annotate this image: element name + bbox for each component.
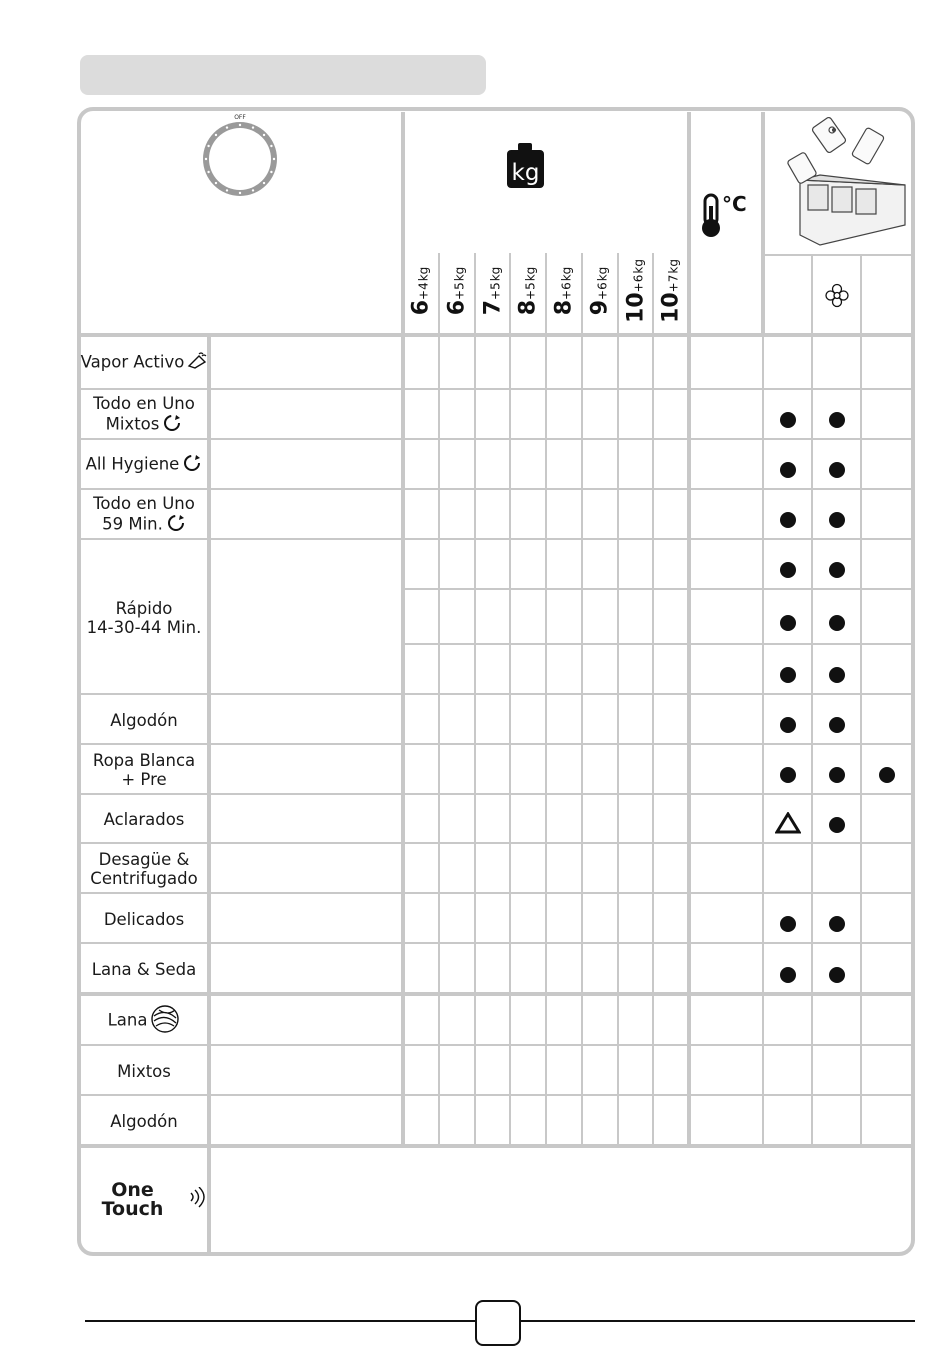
detergent-dot: [829, 967, 845, 983]
load-unit: kg: [559, 266, 574, 282]
load-extra: +6: [595, 282, 610, 300]
program-label-text: Algodón: [110, 1112, 178, 1131]
detergent-dot: [780, 562, 796, 578]
dial-tick: [270, 145, 272, 147]
load-extra: +5: [523, 282, 538, 300]
detergent-dot: [780, 667, 796, 683]
dial-tick: [252, 189, 254, 191]
footer-line-right: [521, 1320, 915, 1322]
load-unit: kg: [416, 266, 431, 282]
load-capacity: 9: [587, 299, 613, 316]
detergent-dot: [780, 767, 796, 783]
detergent-dot: [829, 916, 845, 932]
footer-line-left: [85, 1320, 475, 1322]
weight-kg-label: kg: [511, 160, 540, 186]
one-touch-text: One Touch: [101, 1179, 164, 1220]
program-label: [80, 1097, 208, 1146]
program-label-text: + Pre: [121, 770, 167, 789]
load-capacity: 6: [408, 299, 434, 316]
program-label-text: Mixtos: [117, 1061, 171, 1081]
detergent-dot: [829, 717, 845, 733]
program-label: [80, 895, 208, 943]
load-unit: kg: [452, 266, 467, 282]
program-label: [80, 945, 208, 994]
dial-tick: [226, 189, 228, 191]
load-extra: +4: [416, 282, 431, 300]
dial-tick: [226, 126, 228, 128]
dial-tick: [252, 126, 254, 128]
load-capacity: 8: [515, 299, 541, 316]
dial-tick: [270, 171, 272, 173]
program-label: [80, 796, 208, 843]
program-label: [80, 441, 208, 489]
program-label: [80, 845, 208, 893]
load-capacity: 10: [623, 292, 648, 323]
dial-tick: [239, 124, 241, 126]
one-touch-label: [80, 1148, 208, 1252]
dial-tick: [215, 134, 217, 136]
program-label-text: Aclarados: [103, 810, 185, 829]
detergent-dot: [780, 512, 796, 528]
load-extra: +5: [488, 282, 502, 300]
cycle-icon: [162, 413, 182, 437]
dial-tick: [239, 192, 241, 194]
detergent-dot: [829, 667, 845, 683]
load-unit: kg: [595, 266, 610, 282]
program-label-text: 59 Min.: [102, 514, 163, 533]
load-column-header: [588, 267, 613, 316]
detergent-dot: [780, 916, 796, 932]
load-unit: kg: [631, 259, 645, 274]
dial-icon: [203, 114, 277, 196]
load-column-header: [623, 259, 648, 323]
thermometer-icon: [702, 192, 747, 237]
program-label-text: Todo en Uno: [93, 493, 195, 513]
program-label-text: Algodón: [110, 710, 178, 730]
detergent-dot: [780, 462, 796, 478]
detergent-dot: [780, 412, 796, 428]
detergent-dot: [829, 462, 845, 478]
cycle-icon: [182, 453, 202, 477]
load-column-header: [552, 267, 577, 316]
program-label-text: All Hygiene: [85, 454, 180, 474]
detergent-dot: [780, 717, 796, 733]
detergent-dot: [829, 817, 845, 833]
program-label-text: 14-30-44 Min.: [86, 617, 202, 637]
load-capacity: 8: [551, 299, 577, 316]
program-label: [80, 746, 208, 794]
load-extra: +7: [666, 274, 681, 293]
detergent-dot: [829, 412, 845, 428]
load-extra: +6: [631, 274, 645, 293]
load-column-header: [516, 267, 541, 316]
flower-softener-icon: [826, 285, 848, 307]
page-number-box: [475, 1300, 521, 1346]
nfc-wave-icon: [188, 1187, 208, 1213]
load-capacity: 7: [480, 299, 505, 316]
triangle-icon: [775, 812, 801, 838]
detergent-dot: [780, 615, 796, 631]
load-capacity: 6: [444, 299, 470, 316]
dial-tick: [263, 182, 265, 184]
dial-off-label: OFF: [234, 114, 246, 121]
load-column-header: [480, 267, 505, 316]
load-extra: +6: [559, 282, 574, 300]
dial-tick: [207, 171, 209, 173]
weight-kg-icon: [507, 143, 544, 188]
load-unit: kg: [488, 266, 502, 282]
program-label-text: Lana: [107, 1010, 148, 1029]
temperature-unit: °C: [722, 192, 747, 216]
load-unit: kg: [666, 259, 681, 274]
program-label-text: Ropa Blanca: [92, 751, 196, 770]
program-label: [80, 541, 208, 694]
program-label-text: Delicados: [103, 909, 185, 929]
program-label-text: Mixtos: [105, 414, 160, 433]
detergent-dot: [829, 512, 845, 528]
program-label: [80, 337, 208, 389]
wool-icon: [150, 1004, 180, 1038]
program-label: [80, 491, 208, 539]
program-label-text: Desagüe &: [98, 850, 190, 869]
dial-tick: [207, 145, 209, 147]
dial-tick: [215, 182, 217, 184]
load-capacity: 10: [658, 292, 684, 323]
program-label-text: Vapor Activo: [80, 352, 185, 372]
detergent-dot: [829, 562, 845, 578]
program-label: [80, 391, 208, 439]
dial-tick: [205, 158, 207, 160]
detergent-dot: [829, 615, 845, 631]
detergent-dot: [780, 967, 796, 983]
load-unit: kg: [523, 266, 538, 282]
program-label: [80, 1047, 208, 1095]
detergent-drawer-icon: [787, 116, 905, 245]
load-column-header: [409, 267, 434, 316]
detergent-dot: [879, 767, 895, 783]
cycle-icon: [166, 513, 186, 537]
steam-icon: [187, 352, 207, 374]
detergent-dot: [829, 767, 845, 783]
load-column-header: [445, 267, 470, 316]
program-label: [80, 696, 208, 744]
program-label-text: Todo en Uno: [93, 393, 195, 413]
dial-tick: [273, 158, 275, 160]
program-label-text: Centrifugado: [90, 869, 198, 888]
program-label-text: Rápido: [115, 598, 173, 618]
load-column-header: [659, 259, 684, 323]
program-label: [80, 996, 208, 1045]
load-extra: +5: [452, 282, 467, 300]
dial-tick: [263, 134, 265, 136]
program-label-text: Lana & Seda: [91, 960, 197, 979]
